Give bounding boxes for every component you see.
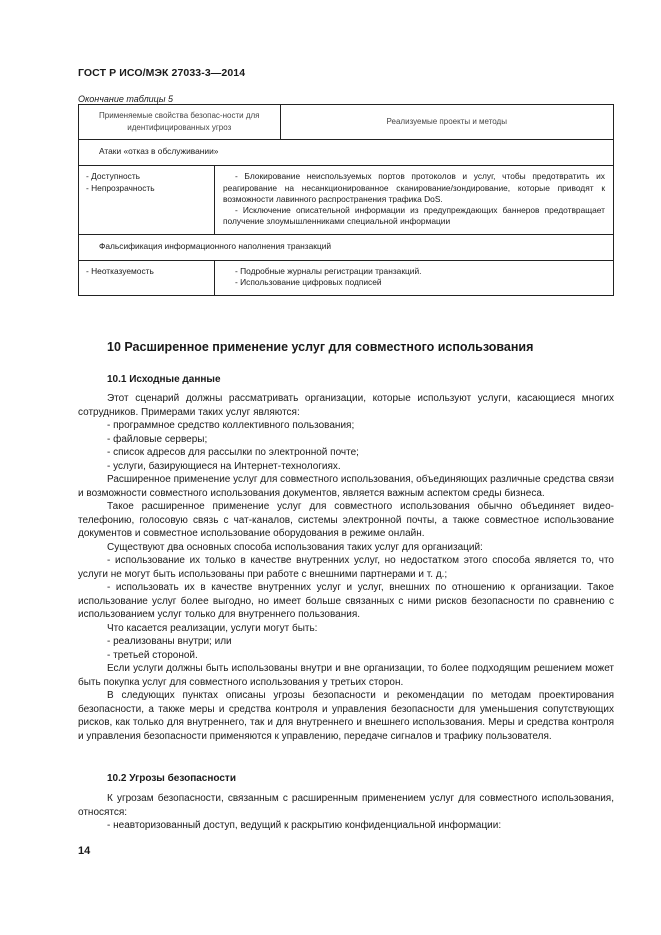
list-item: - неавторизованный доступ, ведущий к раскрытию конфиденциальной информации: <box>107 820 502 831</box>
list-item: - программное средство коллективного пользования; <box>107 420 355 431</box>
list-item: - третьей стороной. <box>107 649 198 661</box>
list-item: - использование их только в качестве внутренних услуг, но недостатком этого способа является то, что услуги не могут быть использованы при работе с внешними партнерами и т. д.; <box>78 555 614 580</box>
table-section-row <box>79 140 614 166</box>
table-5 <box>78 104 614 296</box>
paragraph: Расширенное применение услуг для совместного использования, объединяющих различные средства связи и возможности совместного использования документов, является важным аспектом среды бизнеса. <box>78 474 614 499</box>
property-item: - Неотказуемость <box>86 266 154 277</box>
method-item: - Исключение описательной информации из предупреждающих баннеров предотвращает получение злоумышленниками специальной информации <box>223 205 605 227</box>
paragraph: В следующих пунктах описаны угрозы безопасности и рекомендации по методам проектирования безопасности, а также меры и средства контроля и управления безопасности для уменьшения сопутствующих рисков, как только для внутреннего, так и для внутреннего и внешнего использования. Меры и средства контроля и управления безопасности применяются к управлению, передаче сигналов и трафику пользователя. <box>78 690 614 742</box>
subsection-heading: 10.1 Исходные данные <box>107 374 221 385</box>
subsection-heading: 10.2 Угрозы безопасности <box>107 773 236 784</box>
property-item: - Непрозрачность <box>86 182 155 193</box>
table-header-row <box>79 105 614 140</box>
list-item: - реализованы внутри; или <box>107 636 232 647</box>
document-header: ГОСТ Р ИСО/МЭК 27033-3—2014 <box>78 67 246 79</box>
paragraph: Такое расширенное применение услуг для совместного использования обычно объединяет видео-телефонию, голосовую связь с чат-каналов, системы электронной почты, а также совместное использование документов и совместное использование оборудования в режиме онлайн. <box>78 501 614 539</box>
paragraph: Этот сценарий должны рассматривать организации, которые используют услуги, касающиеся многих сотрудников. Примерами таких услуг являются: <box>78 393 614 418</box>
paragraph: Существуют два основных способа использования таких услуг для организаций: <box>107 541 483 553</box>
body-block-2 <box>78 792 614 833</box>
col2-header: Реализуемые проекты и методы <box>280 105 613 140</box>
body-block-1 <box>78 392 614 743</box>
section-title-dos: Атаки «отказ в обслуживании» <box>79 140 614 166</box>
method-item: - Блокирование неиспользуемых портов протоколов и услуг, чтобы предотвратить их реагирование на несанкционированное сканирование/зондирование, которые приводят к возможности лавинного распространения трафика DoS. <box>223 171 605 204</box>
method-item: - Использование цифровых подписей <box>235 277 382 288</box>
page-number: 14 <box>78 845 91 857</box>
method-item: - Подробные журналы регистрации транзакций. <box>235 266 422 277</box>
table-section-row <box>79 234 614 260</box>
table-row <box>79 166 614 234</box>
table-row <box>79 261 614 296</box>
paragraph: К угрозам безопасности, связанным с расширенным применением услуг для совместного использования, относятся: <box>78 793 614 818</box>
paragraph: Если услуги должны быть использованы внутри и вне организации, то более подходящим решением может быть покупка услуг для совместного использования у третьих сторон. <box>78 663 614 688</box>
properties-cell <box>79 166 215 234</box>
col1-header: Применяемые свойства безопас-ности для идентифицированных угроз <box>79 105 281 140</box>
section-heading: 10 Расширенное применение услуг для совместного использования <box>107 340 534 354</box>
list-item: - использовать их в качестве внутренних услуг и услуг, внешних по отношению к организации. Такое использование услуг более выгодно, но имеет больше связанных с ними рисков безопасности по сравнению с использованием услуг только для внутреннего пользования. <box>78 582 614 620</box>
list-item: - список адресов для рассылки по электронной почте; <box>107 447 359 458</box>
list-item: - услуги, базирующиеся на Интернет-технологиях. <box>107 460 341 472</box>
methods-cell <box>215 261 614 296</box>
section-title-falsification: Фальсификация информационного наполнения транзакций <box>79 234 614 260</box>
table-caption: Окончание таблицы 5 <box>78 94 173 104</box>
properties-cell <box>79 261 215 296</box>
methods-cell <box>215 166 614 234</box>
list-item: - файловые серверы; <box>107 433 208 445</box>
paragraph: Что касается реализации, услуги могут быть: <box>107 622 318 634</box>
property-item: - Доступность <box>86 171 141 182</box>
